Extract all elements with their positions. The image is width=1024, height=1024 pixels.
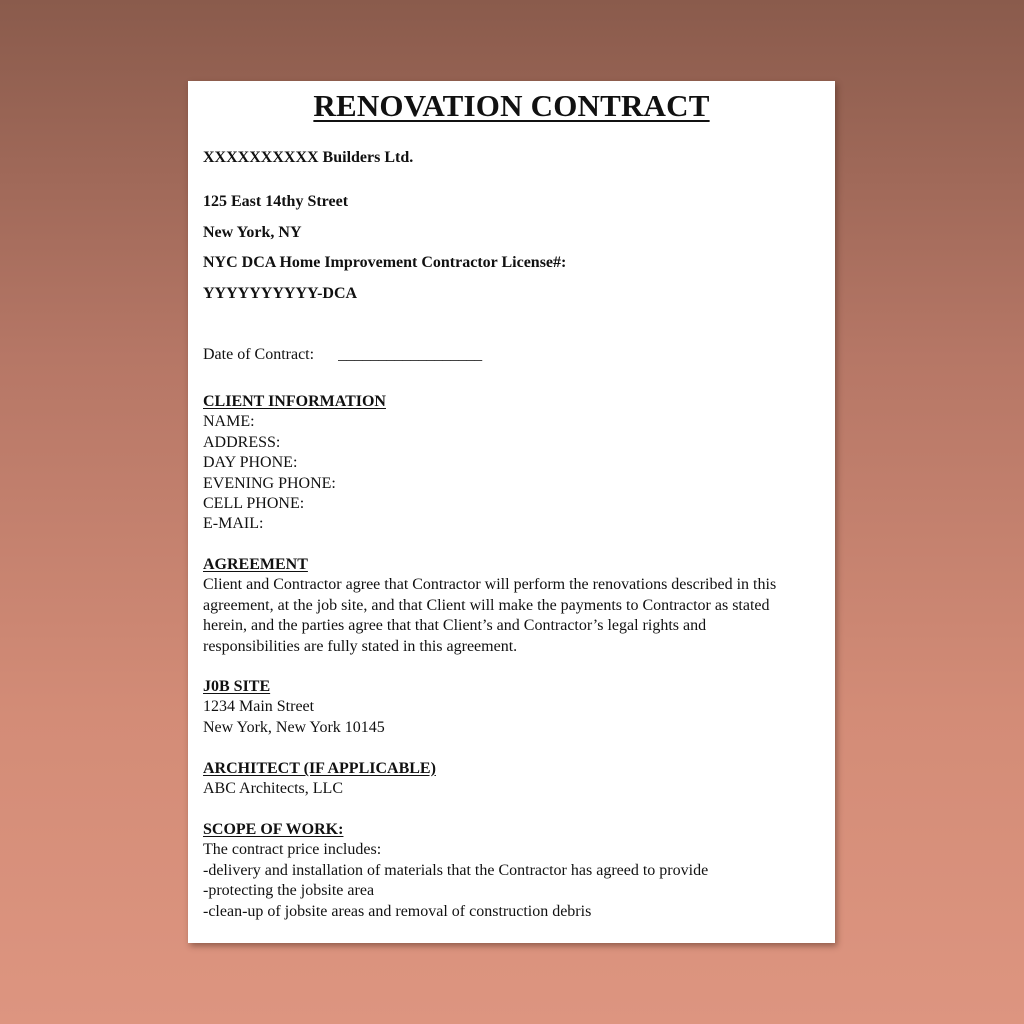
job-site-section	[203, 677, 823, 738]
architect-section	[203, 759, 823, 800]
company-address-line2: New York, NY	[203, 224, 302, 241]
scope-heading: SCOPE OF WORK:	[203, 821, 344, 838]
agreement-section	[203, 555, 823, 657]
date-blank-line: __________________	[338, 346, 483, 363]
scope-line: -protecting the jobsite area	[203, 882, 375, 900]
agreement-line: Client and Contractor agree that Contractor will perform the renovations described in this	[203, 576, 777, 594]
agreement-line: responsibilities are fully stated in this agreement.	[203, 637, 518, 655]
license-number: YYYYYYYYYY-DCA	[203, 285, 358, 302]
client-field-evening-phone: EVENING PHONE:	[203, 474, 336, 492]
client-field-day-phone: DAY PHONE:	[203, 454, 298, 472]
job-site-heading: J0B SITE	[203, 678, 271, 695]
scope-line: -clean-up of jobsite areas and removal of construction debris	[203, 902, 592, 920]
agreement-line: agreement, at the job site, and that Client will make the payments to Contractor as stated	[203, 596, 770, 614]
company-name: XXXXXXXXXX Builders Ltd.	[203, 149, 414, 166]
architect-heading: ARCHITECT (IF APPLICABLE)	[203, 760, 436, 777]
client-information-section	[203, 392, 823, 535]
agreement-line: herein, and the parties agree that that Client’s and Contractor’s legal rights and	[203, 617, 707, 635]
client-field-name: NAME:	[203, 413, 255, 431]
document-title: RENOVATION CONTRACT	[313, 88, 710, 123]
client-field-email: E-MAIL:	[203, 515, 264, 533]
agreement-heading: AGREEMENT	[203, 556, 308, 573]
job-site-city: New York, New York 10145	[203, 718, 385, 736]
client-field-address: ADDRESS:	[203, 433, 281, 451]
scope-line: -delivery and installation of materials that the Contractor has agreed to provide	[203, 861, 709, 879]
date-label: Date of Contract:	[203, 346, 315, 363]
license-label: NYC DCA Home Improvement Contractor License#:	[203, 254, 567, 271]
date-of-contract	[203, 345, 482, 365]
architect-name: ABC Architects, LLC	[203, 780, 343, 798]
scope-of-work-section	[203, 820, 823, 922]
contract-page	[188, 81, 835, 943]
scope-line: The contract price includes:	[203, 841, 382, 859]
client-information-heading: CLIENT INFORMATION	[203, 393, 386, 410]
job-site-street: 1234 Main Street	[203, 698, 315, 716]
company-address-line1: 125 East 14thy Street	[203, 193, 349, 210]
client-field-cell-phone: CELL PHONE:	[203, 495, 305, 513]
